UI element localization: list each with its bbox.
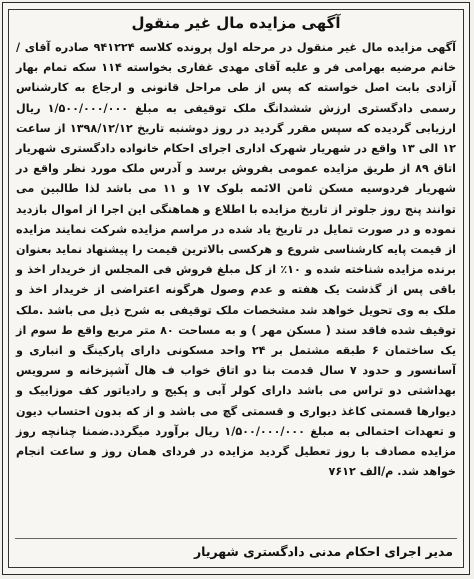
notice-body: آگهی مزایده مال غیر منقول در مرحله اول پرونده کلاسه ۹۴۱۲۲۴ صادره آقای /خانم مرضیه بهرامی فر و علیه آقای مهدی غفاری بخواسته ۱۱۴ سکه تمام بهار آزادی بابت اصل خواسته که پس از طی مراحل قانونی و ارجاع به کارشناس رسمی دادگستری ارزش ششدانگ ملک توقیفی به مبلغ ۱/۵۰۰/۰۰۰/۰۰۰ ریال ارزیابی گردیده که سپس مقرر گردید در روز دوشنبه تاریخ ۱۳۹۸/۱۲/۱۲ از ساعت ۱۲ الی ۱۳ واقع در شهریار شهرک اداری اجرای احکام خانواده دادگستری شهریار اتاق ۸۹ از طریق مزایده عمومی بفروش برسد و آدرس ملک مورد نظر واقع در شهریار فردوسیه مسکن ثامن الائمه بلوک ۱۷ و ۱۱ می باشد لذا طالبین می توانند پنج روز جلوتر از تاریخ مزایده با اطلاع و هماهنگی این اجرا از اموال بازدید نموده و در صورت تمایل در تاریخ یاد شده در مراسم مزایده شرکت نمایند مزایده از قیمت پایه کارشناسی شروع و هرکسی بالاترین قیمت را پیشنهاد نماید بعنوان برنده مزایده شناخته شده و ۱۰٪ از کل مبلغ فروش فی المجلس از خریدار اخذ و باقی پس از گذشت یک هفته و عدم وصول هرگونه اعتراضی از خریدار اخذ و ملک به وی تحویل خواهد شد مشخصات ملک توقیفی به شرح ذیل می باشد .ملک توقیف شده فاقد سند ( مسکن مهر ) و به مساحت ۸۰ متر مربع واقع ط سوم از یک ساختمان ۶ طبقه مشتمل بر ۲۴ واحد مسکونی دارای پارکینگ و انباری و آسانسور و حدود ۷ سال قدمت بنا دو اتاق خواب ف هال آشپزخانه و سرویس بهداشتی دو تراس می باشد دارای کولر آبی و پکیج و رادیاتور کف موزاییک و دیوارها قسمتی کاغذ دیواری و قسمتی گچ می باشد و از که بدون احتساب دیون و تعهدات احتمالی به مبلغ ۱/۵۰۰/۰۰۰/۰۰۰ ریال برآورد میگردد.ضمنا چنانچه روز مزایده مصادف با روز تعطیل گردید مزایده در فردای همان روز و ساعت انجام خواهد شد. م/الف ۷۶۱۲ xyxy=(16,41,457,479)
notice-frame xyxy=(8,9,464,568)
signature-divider xyxy=(15,538,457,539)
newspaper-clipping xyxy=(2,2,470,575)
notice-title: آگهی مزایده مال غیر منقول xyxy=(131,14,341,32)
notice-signature: مدیر اجرای احکام مدنی دادگستری شهریار xyxy=(193,544,453,559)
